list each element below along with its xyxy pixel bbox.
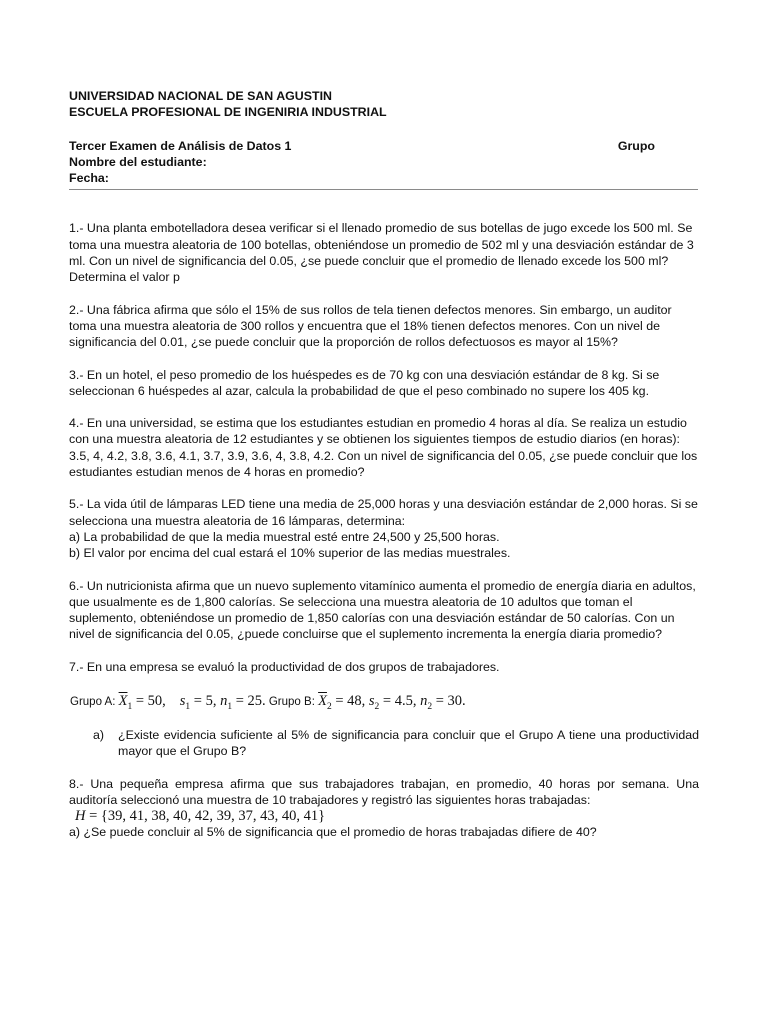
n-a-value: = 25. — [232, 693, 266, 710]
mean-b-sub: 2 — [326, 701, 332, 712]
question-7-formula — [70, 691, 699, 712]
question-7-part-a-text: ¿Existe evidencia suficiente al 5% de significancia para concluir que el Grupo A tiene una productividad mayor que el Grupo B? — [118, 728, 699, 759]
question-8-text: 8.- Una pequeña empresa afirma que sus trabajadores trabajan, en promedio, 40 horas por semana. Una auditoría seleccionó una muestra de 10 trabajadores y registró las siguientes horas trabajadas: — [69, 776, 699, 807]
question-7-part-a — [69, 727, 699, 760]
n-b-symbol: n — [420, 693, 428, 710]
question-8-part-a: a) ¿Se puede concluir al 5% de significancia que el promedio de horas trabajadas difiere de 40? — [69, 825, 597, 840]
question-8-formula — [75, 808, 699, 824]
question-6: 6.- Un nutricionista afirma que un nuevo suplemento vitamínico aumenta el promedio de energía diaria en adultos, que usualmente es de 1,800 calorías. Se selecciona una muestra aleatoria de 10 adultos que toman el suplemento, obteniéndose un promedio de 1,850 calorías con una desviación estándar de 50 calorías. Con un nivel de significancia del 0.05, ¿puede concluirse que el suplemento incrementa la energía diaria promedio? — [69, 578, 696, 642]
list-marker: a) — [93, 728, 105, 743]
hours-set: = {39, 41, 38, 40, 42, 39, 37, 43, 40, 41} — [85, 808, 326, 825]
exam-page — [69, 88, 699, 841]
spacer — [69, 121, 699, 138]
question-3: 3.- En un hotel, el peso promedio de los huéspedes es de 70 kg con una desviación estándar de 8 kg. Si se seleccionan 6 huéspedes al azar, calcula la probabilidad de que el peso combinado no supere los 405 kg. — [69, 367, 660, 398]
n-a-sub: 1 — [227, 701, 233, 712]
exam-title-row — [69, 138, 699, 154]
n-a-symbol: n — [220, 693, 228, 710]
sd-a-value: = 5, — [190, 693, 221, 710]
question-5-part-b: b) El valor por encima del cual estará el 10% superior de las medias muestrales. — [69, 546, 511, 561]
sd-b-value: = 4.5, — [379, 693, 421, 710]
date-label: Fecha: — [69, 171, 109, 186]
mean-a-symbol: $\overline{X}$ — [118, 693, 128, 710]
group-b-label: Grupo B: — [265, 696, 319, 709]
group-label: Grupo — [617, 138, 655, 153]
mean-a-value: = 50, — [132, 693, 166, 710]
mean-a-sub: 1 — [127, 701, 133, 712]
n-b-sub: 2 — [427, 701, 433, 712]
sd-a-symbol: s — [179, 693, 186, 710]
group-a-label: Grupo A: — [70, 696, 119, 709]
question-2: 2.- Una fábrica afirma que sólo el 15% de sus rollos de tela tienen defectos menores. Sin embargo, un auditor toma una muestra aleatoria de 300 rollos y encuentra que el 18% tienen defectos menores. Con un nivel de significancia del 0.01, ¿se puede concluir que la proporción de rollos defectuosos es mayor al 15%? — [69, 302, 672, 350]
question-4: 4.- En una universidad, se estima que los estudiantes estudian en promedio 4 horas al día. Se realiza un estudio con una muestra aleatoria de 12 estudiantes y se obtienen los siguientes tiempos de estudio diarios (en horas): 3.5, 4, 4.2, 3.8, 3.6, 4.1, 3.7, 3.9, 3.6, 4, 3.8, 4.2. Con un nivel de significancia del 0.05, ¿se puede concluir que los estudiantes estudian menos de 4 horas en promedio? — [69, 416, 698, 480]
mean-b-value: = 48, — [331, 693, 369, 710]
question-8 — [69, 776, 699, 841]
question-7: 7.- En una empresa se evaluó la productividad de dos grupos de trabajadores. — [69, 659, 500, 674]
header-divider — [69, 189, 698, 190]
exam-title: Tercer Examen de Análisis de Datos 1 — [69, 138, 292, 153]
sd-a-sub: 1 — [185, 701, 191, 712]
hours-symbol: H — [75, 808, 86, 825]
question-1: 1.- Una planta embotelladora desea verificar si el llenado promedio de sus botellas de jugo excede los 500 ml. Se toma una muestra aleatoria de 100 botellas, obteniéndose un promedio de 502 ml y una desviación estándar de 3 ml. Con un nivel de significancia del 0.05, ¿se puede concluir que el promedio de llenado excede los 500 ml? Determina el valor p — [69, 221, 694, 285]
question-5-part-a: a) La probabilidad de que la media muestral esté entre 24,500 y 25,500 horas. — [69, 529, 500, 544]
mean-b-symbol: $\overline{X}$ — [318, 693, 327, 710]
school-name: ESCUELA PROFESIONAL DE INGENIRIA INDUSTRIAL — [69, 105, 387, 120]
question-5 — [69, 496, 699, 561]
question-5-intro: 5.- La vida útil de lámparas LED tiene una media de 25,000 horas y una desviación estándar de 2,000 horas. Si se selecciona una muestra aleatoria de 16 lámparas, determina: — [69, 497, 698, 528]
n-b-value: = 30. — [432, 693, 466, 710]
university-name: UNIVERSIDAD NACIONAL DE SAN AGUSTIN — [69, 89, 332, 103]
sd-b-symbol: s — [368, 693, 375, 710]
student-name-label: Nombre del estudiante: — [69, 154, 207, 169]
sd-b-sub: 2 — [374, 701, 380, 712]
